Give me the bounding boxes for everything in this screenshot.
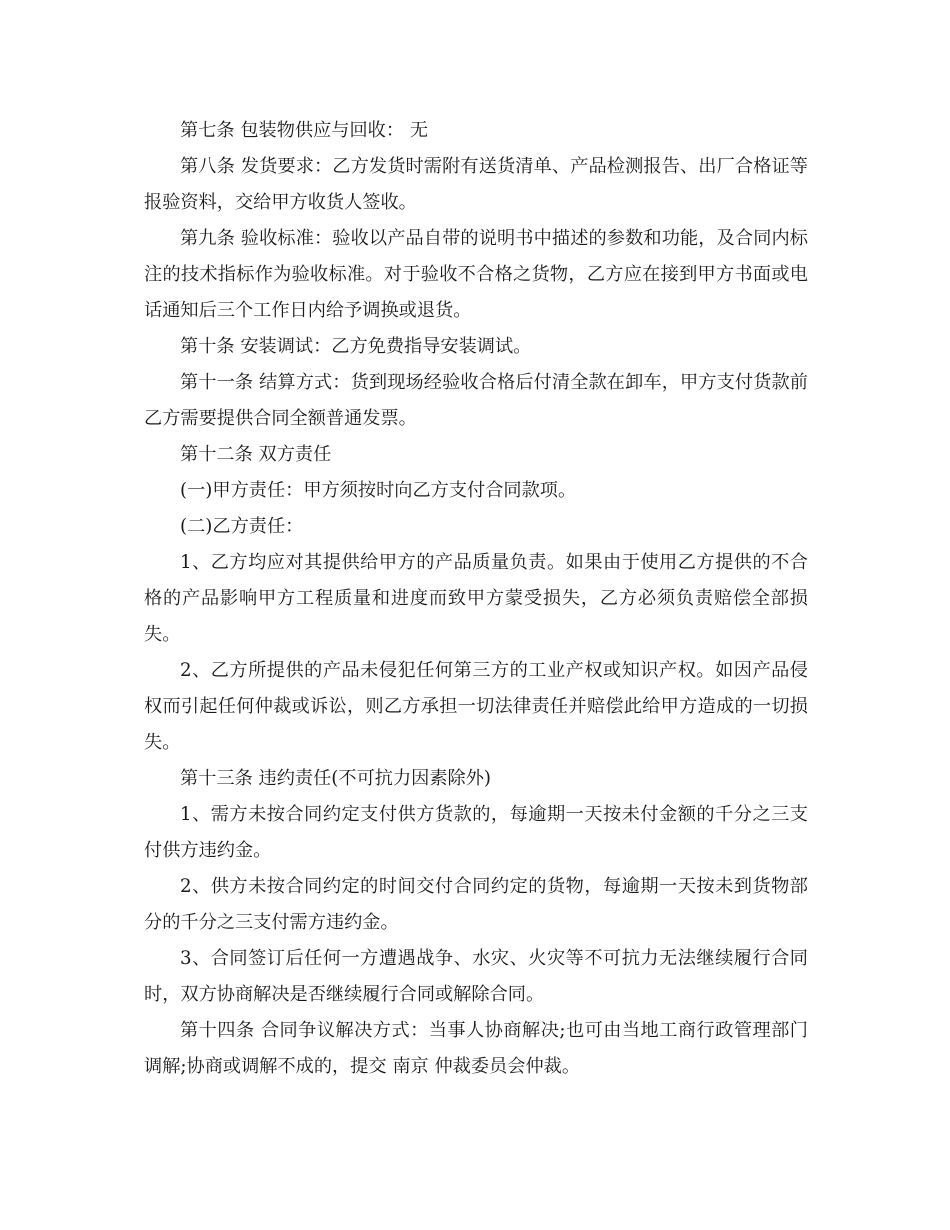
contract-body	[144, 113, 808, 1085]
clause-12-party-a: (一)甲方责任：甲方须按时向乙方支付合同款项。	[180, 480, 577, 501]
clause-12-heading: 第十二条 双方责任	[180, 444, 332, 465]
clause-13-item-2: 2、供方未按合同约定的时间交付合同约定的货物，每逾期一天按未到货物部分的千分之三支付需方违约金。	[144, 876, 808, 933]
clause-10-installation: 第十条 安装调试：乙方免费指导安装调试。	[180, 336, 532, 357]
clause-12-party-b-item-2: 2、乙方所提供的产品未侵犯任何第三方的工业产权或知识产权。如因产品侵权而引起任何仲裁或诉讼，则乙方承担一切法律责任并赔偿此给甲方造成的一切损失。	[144, 660, 808, 753]
clause-12-party-b-item-1: 1、乙方均应对其提供给甲方的产品质量负责。如果由于使用乙方提供的不合格的产品影响甲方工程质量和进度而致甲方蒙受损失，乙方必须负责赔偿全部损失。	[144, 552, 808, 645]
clause-13-heading: 第十三条 违约责任(不可抗力因素除外)	[180, 768, 491, 789]
clause-7-packaging: 第七条 包装物供应与回收： 无	[180, 120, 429, 141]
clause-13-item-1: 1、需方未按合同约定支付供方货款的，每逾期一天按未付金额的千分之三支付供方违约金。	[144, 804, 808, 861]
clause-11-settlement: 第十一条 结算方式：货到现场经验收合格后付清全款在卸车，甲方支付货款前乙方需要提供合同全额普通发票。	[144, 372, 808, 429]
clause-12-party-b: (二)乙方责任：	[180, 516, 304, 537]
clause-9-acceptance: 第九条 验收标准：验收以产品自带的说明书中描述的参数和功能，及合同内标注的技术指标作为验收标准。对于验收不合格之货物，乙方应在接到甲方书面或电话通知后三个工作日内给予调换或退货。	[144, 228, 808, 321]
clause-14-dispute: 第十四条 合同争议解决方式：当事人协商解决;也可由当地工商行政管理部门调解;协商或调解不成的，提交 南京 仲裁委员会仲裁。	[144, 1020, 808, 1077]
clause-13-item-3: 3、合同签订后任何一方遭遇战争、水灾、火灾等不可抗力无法继续履行合同时，双方协商解决是否继续履行合同或解除合同。	[144, 948, 808, 1005]
clause-8-shipping: 第八条 发货要求：乙方发货时需附有送货清单、产品检测报告、出厂合格证等报验资料，交给甲方收货人签收。	[144, 156, 808, 213]
